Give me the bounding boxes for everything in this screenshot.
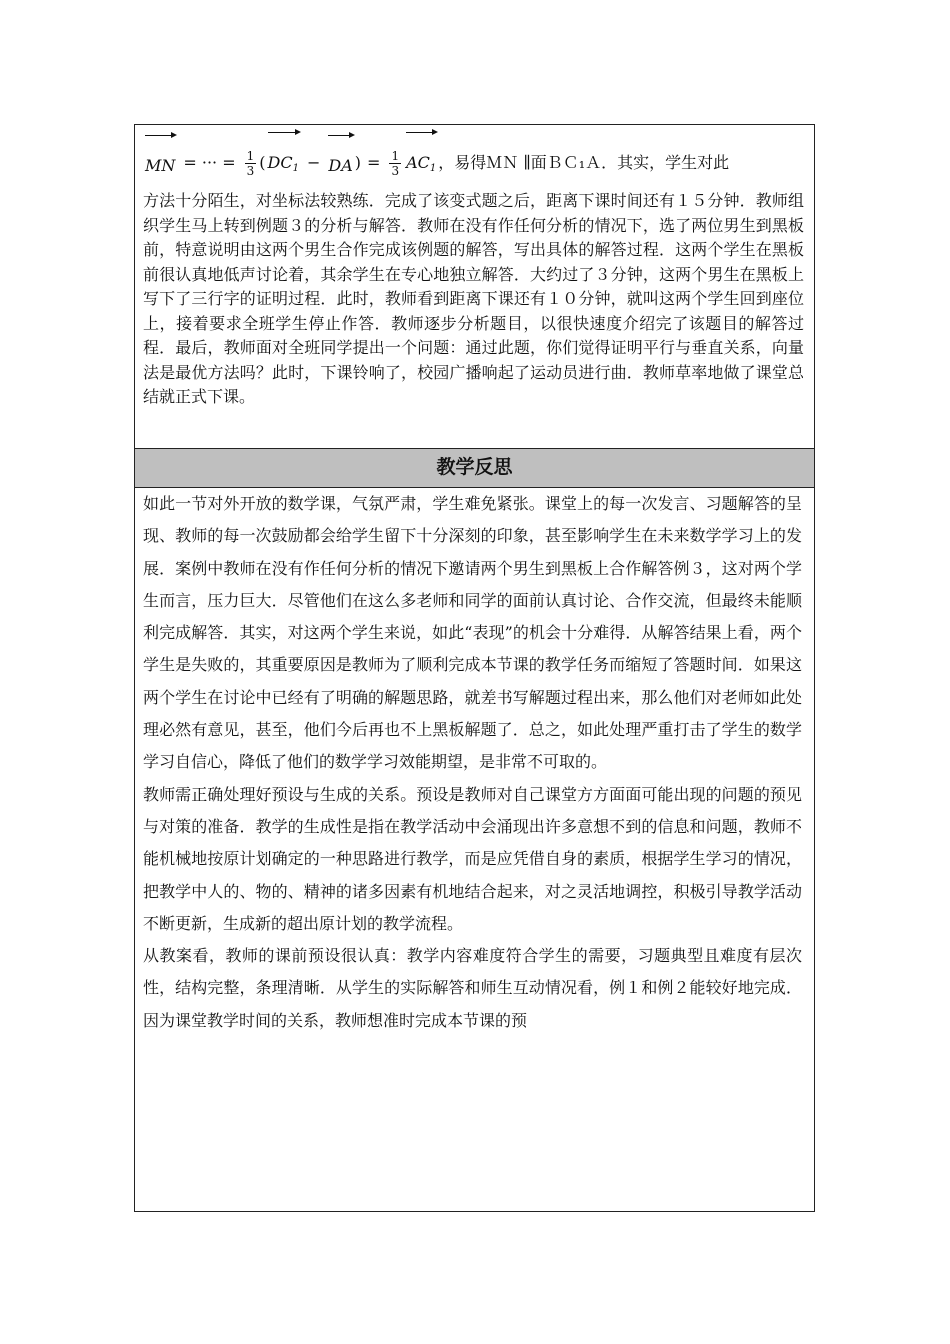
paren-close: ) [354,153,362,172]
vector-ac1 [406,131,436,195]
fraction-one-third-2 [389,149,401,178]
fraction-denominator: 3 [246,163,255,178]
vector-equation-line [143,137,804,189]
vector-ac-label: AC [406,153,430,172]
fraction-numerator: 1 [246,148,255,163]
case-narrative-paragraph: 方法十分陌生，对坐标法较熟练．完成了该变式题之后，距离下课时间还有１５分钟．教师组织学生马上转到例题３的分析与解答．教师在没有作任何分析的情况下，选了两位男生到黑板前，特意说明由这两个男生合作完成该例题的解答，写出具体的解答过程．这两个学生在黑板前很认真地低声讨论着，其余学生在专心地独立解答．大约过了３分钟，这两个男生在黑板上写下了三行字的证明过程．此时，教师看到距离下课还有１０分钟，就叫这两个学生回到座位上，接着要求全班学生停止作答．教师逐步分析题目，以很快速度介绍完了该题目的解答过程．最后，教师面对全班同学提出一个问题：通过此题，你们觉得证明平行与垂直关系，向量法是最优方法吗？此时，下课铃响了，校园广播响起了运动员进行曲．教师草率地做了课堂总结就正式下课。 [143,191,804,406]
fraction-numerator-2: 1 [391,148,400,163]
vector-mn: MN [145,134,175,192]
vector-dc1 [268,131,299,195]
fraction-one-third [245,149,257,178]
equation-continuation-text: ，易得ＭＮ ∥面ＢＣ₁Ａ．其实，学生对此 [438,153,730,172]
equals-ellipsis: = ··· = [183,153,236,172]
paren-open: ( [259,153,266,172]
vector-dc-subscript: 1 [292,163,299,174]
vector-ac-subscript: 1 [429,163,437,174]
reflection-paragraph-3: 从教案看，教师的课前预设很认真：教学内容难度符合学生的需要，习题典型且难度有层次性，结构完整，条理清晰．从学生的实际解答和师生互动情况看，例１和例２能较好地完成．因为课堂教学时间的关系，教师想准时完成本节课的预 [143,946,802,1030]
case-description-cell [135,125,814,448]
minus-sign: − [306,153,321,172]
reflection-paragraph-1: 如此一节对外开放的数学课，气氛严肃，学生难免紧张。课堂上的每一次发言、习题解答的呈现、教师的每一次鼓励都会给学生留下十分深刻的印象，甚至影响学生在未来数学学习上的发展．案例中教师在没有作任何分析的情况下邀请两个男生到黑板上合作解答例３，这对两个学生而言，压力巨大．尽管他们在这么多老师和同学的面前认真讨论、合作交流，但最终未能顺利完成解答．其实，对这两个学生来说，如此“表现”的机会十分难得．从解答结果上看，两个学生是失败的，其重要原因是教师为了顺利完成本节课的教学任务而缩短了答题时间．如果这两个学生在讨论中已经有了明确的解题思路，就差书写解题过程出来，那么他们对老师如此处理必然有意见，甚至，他们今后再也不上黑板解题了．总之，如此处理严重打击了学生的数学学习自信心，降低了他们的数学学习效能期望，是非常不可取的。 [143,494,802,772]
vector-dc-label: DC [267,153,293,172]
equals-sign: = [367,153,381,172]
reflection-cell [135,488,814,1211]
document-table [134,124,815,1212]
vector-da: DA [328,134,352,192]
section-header: 教学反思 [135,448,814,488]
reflection-paragraph-2: 教师需正确处理好预设与生成的关系。预设是教师对自己课堂方方面面可能出现的问题的预见与对策的准备．教学的生成性是指在教学活动中会涌现出许多意想不到的信息和问题，教师不能机械地按原计划确定的一种思路进行教学，而是应凭借自身的素质，根据学生学习的情况，把教学中人的、物的、精神的诸多因素有机地结合起来，对之灵活地调控，积极引导教学活动不断更新，生成新的超出原计划的教学流程。 [143,784,802,933]
fraction-denominator-2: 3 [391,163,400,178]
